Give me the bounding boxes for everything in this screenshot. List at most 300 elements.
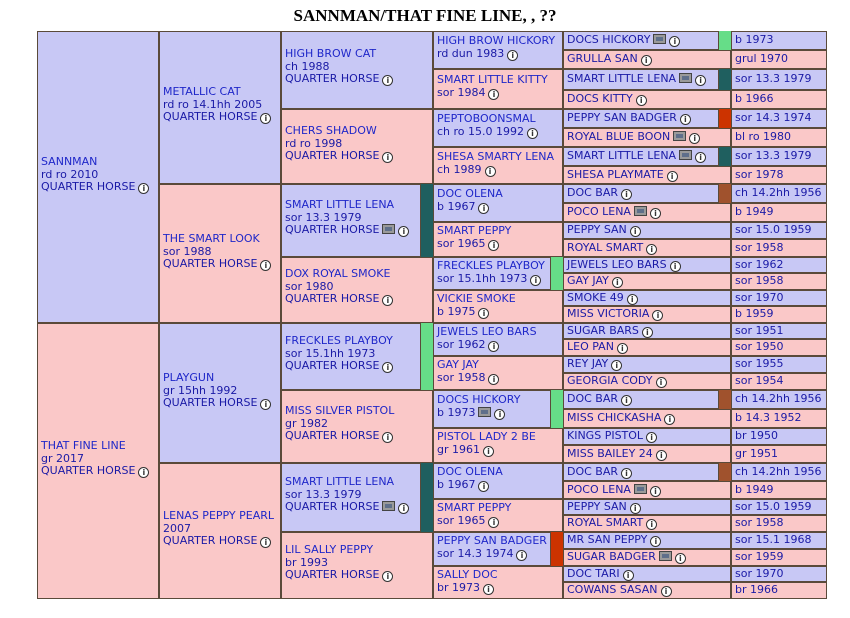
marker-bar — [551, 257, 563, 290]
info-icon[interactable]: i — [382, 152, 393, 163]
info-icon[interactable]: i — [670, 261, 681, 272]
info-icon[interactable]: i — [398, 226, 409, 237]
pedigree-info-cell — [731, 409, 827, 428]
marker-bar — [719, 69, 731, 90]
marker-bar — [421, 323, 433, 390]
info-icon[interactable]: i — [382, 295, 393, 306]
horse-name[interactable]: DOCS KITTY — [567, 92, 633, 105]
pedigree-cell-gen4[interactable] — [433, 356, 563, 390]
pedigree-info-cell — [731, 582, 827, 599]
horse-name[interactable]: THE SMART LOOK — [163, 232, 260, 245]
info-icon[interactable]: i — [494, 409, 505, 420]
pedigree-cell-gen3[interactable] — [281, 184, 421, 257]
horse-breed: QUARTER HORSE — [163, 396, 258, 409]
horse-name[interactable]: SMART LITTLE LENA — [285, 475, 395, 488]
pedigree-cell-gen5[interactable] — [563, 515, 731, 532]
pedigree-info-cell — [731, 90, 827, 109]
horse-name[interactable]: POCO LENA — [567, 205, 631, 218]
horse-breed: QUARTER HORSE — [41, 464, 136, 477]
pedigree-info-cell — [731, 166, 827, 184]
pedigree-cell-gen3[interactable] — [281, 257, 433, 323]
marker-bar — [551, 532, 563, 566]
horse-details: sor 1958 — [735, 274, 784, 287]
horse-name[interactable]: JEWELS LEO BARS — [567, 258, 667, 271]
info-icon[interactable]: i — [488, 341, 499, 352]
horse-details: sor 1965 — [437, 236, 486, 250]
pedigree-cell-gen4[interactable] — [433, 147, 563, 184]
horse-details: b 1973 — [437, 405, 476, 419]
horse-details: sor 1954 — [735, 374, 784, 387]
info-icon[interactable]: i — [621, 395, 632, 406]
horse-name[interactable]: DOC BAR — [567, 465, 619, 478]
pedigree-cell-gen4[interactable] — [433, 257, 551, 290]
pedigree-cell-gen4[interactable] — [433, 184, 563, 222]
horse-details: gr 1982 — [285, 416, 328, 430]
pedigree-info-cell — [731, 128, 827, 147]
horse-details: br 1950 — [735, 429, 778, 442]
info-icon[interactable]: i — [646, 432, 657, 443]
horse-details: sor 15.0 1959 — [735, 500, 812, 513]
info-icon[interactable]: i — [260, 537, 271, 548]
marker-bar — [551, 390, 563, 428]
info-icon[interactable]: i — [527, 128, 538, 139]
horse-breed: QUARTER HORSE — [285, 292, 380, 305]
horse-details: sor 1958 — [735, 241, 784, 254]
pedigree-cell-gen5[interactable] — [563, 290, 731, 306]
info-icon[interactable]: i — [630, 226, 641, 237]
pedigree-info-cell — [731, 532, 827, 549]
horse-details: sor 1980 — [285, 279, 334, 293]
horse-details: sor 1962 — [735, 258, 784, 271]
info-icon[interactable]: i — [642, 327, 653, 338]
horse-breed: QUARTER HORSE — [285, 429, 380, 442]
pedigree-cell-gen5[interactable] — [563, 203, 731, 222]
horse-details: ch ro 15.0 1992 — [437, 124, 525, 138]
marker-bar — [719, 109, 731, 128]
horse-name[interactable]: DOCS HICKORY — [437, 393, 521, 406]
info-icon[interactable]: i — [627, 294, 638, 305]
horse-name[interactable]: PISTOL LADY 2 BE — [437, 430, 536, 443]
pedigree-info-cell — [731, 499, 827, 515]
horse-details: sor 1970 — [735, 291, 784, 304]
horse-name[interactable]: LEO PAN — [567, 340, 614, 353]
info-icon[interactable]: i — [664, 414, 675, 425]
horse-breed: QUARTER HORSE — [285, 500, 380, 513]
pedigree-info-cell — [731, 147, 827, 166]
horse-details: b 1959 — [735, 307, 774, 320]
horse-details: ch 14.2hh 1956 — [735, 392, 822, 405]
info-icon[interactable]: i — [478, 203, 489, 214]
pedigree-info-cell — [731, 239, 827, 257]
horse-name[interactable]: SMART LITTLE KITTY — [437, 73, 548, 86]
pedigree-cell-gen5[interactable] — [563, 566, 731, 582]
horse-details: sor 1959 — [735, 550, 784, 563]
horse-details: b 1967 — [437, 199, 476, 213]
info-icon[interactable]: i — [661, 586, 672, 597]
info-icon[interactable]: i — [650, 536, 661, 547]
horse-breed: QUARTER HORSE — [285, 149, 380, 162]
pedigree-cell-gen5[interactable] — [563, 184, 719, 203]
pedigree-cell-gen4[interactable] — [433, 566, 563, 599]
horse-name[interactable]: CHERS SHADOW — [285, 124, 377, 137]
pedigree-cell-gen5[interactable] — [563, 323, 731, 339]
pedigree-cell-dam[interactable] — [37, 323, 159, 599]
horse-name[interactable]: METALLIC CAT — [163, 85, 241, 98]
info-icon[interactable]: i — [488, 240, 499, 251]
info-icon[interactable]: i — [650, 208, 661, 219]
info-icon[interactable]: i — [483, 446, 494, 457]
info-icon[interactable]: i — [485, 166, 496, 177]
horse-details: rd ro 1998 — [285, 136, 343, 150]
horse-name[interactable]: GEORGIA CODY — [567, 374, 653, 387]
pedigree-info-cell — [731, 566, 827, 582]
horse-name[interactable]: DOC TARI — [567, 567, 620, 580]
horse-name[interactable]: REY JAY — [567, 357, 609, 370]
info-icon[interactable]: i — [636, 95, 647, 106]
pedigree-cell-gen2[interactable] — [159, 184, 281, 323]
pedigree-info-cell — [731, 428, 827, 445]
pedigree-cell-gen5[interactable] — [563, 409, 731, 428]
horse-name[interactable]: HIGH BROW HICKORY — [437, 34, 556, 47]
horse-name[interactable]: SMART LITTLE LENA — [567, 149, 677, 162]
photo-icon[interactable] — [679, 73, 692, 83]
pedigree-info-cell — [731, 203, 827, 222]
pedigree-info-cell — [731, 273, 827, 290]
horse-name[interactable]: PEPPY SAN — [567, 500, 627, 513]
info-icon[interactable]: i — [646, 244, 657, 255]
info-icon[interactable]: i — [630, 503, 641, 514]
horse-name[interactable]: SHESA PLAYMATE — [567, 168, 664, 181]
pedigree-cell-gen5[interactable] — [563, 31, 719, 50]
pedigree-cell-gen5[interactable] — [563, 390, 719, 409]
info-icon[interactable]: i — [623, 570, 634, 581]
pedigree-cell-gen5[interactable] — [563, 499, 731, 515]
pedigree-cell-gen4[interactable] — [433, 428, 563, 463]
pedigree-cell-gen4[interactable] — [433, 69, 563, 109]
horse-details: sor 13.3 1979 — [285, 487, 362, 501]
horse-breed: QUARTER HORSE — [163, 110, 258, 123]
pedigree-info-cell — [731, 339, 827, 356]
pedigree-cell-gen5[interactable] — [563, 257, 731, 273]
info-icon[interactable]: i — [260, 260, 271, 271]
horse-name[interactable]: FRECKLES PLAYBOY — [437, 259, 545, 272]
pedigree-cell-gen2[interactable] — [159, 323, 281, 463]
photo-icon[interactable] — [653, 34, 666, 44]
pedigree-cell-gen3[interactable] — [281, 31, 433, 109]
horse-details: ch 1989 — [437, 162, 482, 176]
pedigree-cell-gen4[interactable] — [433, 463, 563, 499]
horse-name[interactable]: THAT FINE LINE — [41, 439, 126, 452]
pedigree-info-cell — [731, 463, 827, 481]
pedigree-info-cell — [731, 69, 827, 90]
horse-name[interactable]: DOC BAR — [567, 392, 619, 405]
horse-details: sor 14.3 1974 — [735, 111, 812, 124]
horse-name[interactable]: MISS SILVER PISTOL — [285, 404, 395, 417]
horse-breed: QUARTER HORSE — [285, 568, 380, 581]
pedigree-cell-gen5[interactable] — [563, 373, 731, 390]
horse-name[interactable]: ROYAL SMART — [567, 241, 644, 254]
pedigree-cell-gen5[interactable] — [563, 356, 731, 373]
pedigree-cell-gen3[interactable] — [281, 463, 421, 532]
info-icon[interactable]: i — [260, 399, 271, 410]
horse-name[interactable]: COWANS SASAN — [567, 583, 658, 596]
pedigree-cell-gen5[interactable] — [563, 222, 731, 239]
horse-name[interactable]: GRULLA SAN — [567, 52, 638, 65]
pedigree-cell-gen5[interactable] — [563, 273, 731, 290]
info-icon[interactable]: i — [530, 275, 541, 286]
info-icon[interactable]: i — [138, 467, 149, 478]
horse-breed: QUARTER HORSE — [41, 180, 136, 193]
pedigree-cell-gen4[interactable] — [433, 109, 563, 147]
photo-icon[interactable] — [382, 224, 395, 234]
horse-details: b 1949 — [735, 483, 774, 496]
pedigree-info-cell — [731, 390, 827, 409]
horse-name[interactable]: SHESA SMARTY LENA — [437, 150, 555, 163]
pedigree-cell-gen3[interactable] — [281, 323, 421, 390]
pedigree-cell-gen5[interactable] — [563, 128, 731, 147]
pedigree-info-cell — [731, 184, 827, 203]
photo-icon[interactable] — [679, 150, 692, 160]
horse-details: ch 14.2hh 1956 — [735, 186, 822, 199]
info-icon[interactable]: i — [516, 550, 527, 561]
info-icon[interactable]: i — [641, 55, 652, 66]
horse-details: sor 15.1 1968 — [735, 533, 812, 546]
pedigree-info-cell — [731, 31, 827, 50]
pedigree-info-cell — [731, 356, 827, 373]
pedigree-cell-gen5[interactable] — [563, 50, 731, 69]
info-icon[interactable]: i — [646, 519, 657, 530]
horse-name[interactable]: MR SAN PEPPY — [567, 533, 648, 546]
info-icon[interactable]: i — [488, 374, 499, 385]
pedigree-info-cell — [731, 515, 827, 532]
horse-name[interactable]: POCO LENA — [567, 483, 631, 496]
info-icon[interactable]: i — [507, 50, 518, 61]
pedigree-info-cell — [731, 445, 827, 463]
horse-name[interactable]: SMART PEPPY — [437, 224, 512, 237]
horse-name[interactable]: GAY JAY — [437, 358, 479, 371]
pedigree-cell-gen5[interactable] — [563, 532, 731, 549]
info-icon[interactable]: i — [483, 584, 494, 595]
horse-name[interactable]: DOC BAR — [567, 186, 619, 199]
horse-name[interactable]: DOX ROYAL SMOKE — [285, 267, 391, 280]
pedigree-info-cell — [731, 50, 827, 69]
info-icon[interactable]: i — [398, 503, 409, 514]
horse-name[interactable]: JEWELS LEO BARS — [437, 325, 537, 338]
horse-details: gr 1951 — [735, 447, 778, 460]
pedigree-cell-gen4[interactable] — [433, 290, 563, 323]
horse-name[interactable]: SMOKE 49 — [567, 291, 624, 304]
horse-name[interactable]: SMART LITTLE LENA — [567, 72, 677, 85]
pedigree-cell-gen5[interactable] — [563, 166, 731, 184]
horse-details: sor 1978 — [735, 168, 784, 181]
pedigree-cell-gen5[interactable] — [563, 463, 719, 481]
horse-name[interactable]: LIL SALLY PEPPY — [285, 543, 374, 556]
info-icon[interactable]: i — [382, 362, 393, 373]
horse-breed: QUARTER HORSE — [163, 257, 258, 270]
horse-details: ch 1988 — [285, 59, 330, 73]
horse-details: sor 15.1hh 1973 — [285, 346, 376, 360]
photo-icon[interactable] — [673, 131, 686, 141]
pedigree-cell-gen4[interactable] — [433, 499, 563, 532]
pedigree-cell-gen4[interactable] — [433, 390, 551, 428]
horse-details: sor 1984 — [437, 85, 486, 99]
info-icon[interactable]: i — [478, 308, 489, 319]
pedigree-cell-gen5[interactable] — [563, 481, 731, 499]
horse-details: bl ro 1980 — [735, 130, 792, 143]
info-icon[interactable]: i — [382, 432, 393, 443]
horse-name[interactable]: GAY JAY — [567, 274, 609, 287]
horse-name[interactable]: SUGAR BADGER — [567, 550, 656, 563]
pedigree-cell-gen5[interactable] — [563, 339, 731, 356]
pedigree-cell-gen5[interactable] — [563, 306, 731, 323]
info-icon[interactable]: i — [669, 36, 680, 47]
pedigree-cell-gen3[interactable] — [281, 109, 433, 184]
info-icon[interactable]: i — [667, 171, 678, 182]
horse-name[interactable]: MISS CHICKASHA — [567, 411, 662, 424]
horse-details: gr 1961 — [437, 442, 480, 456]
pedigree-cell-gen3[interactable] — [281, 390, 433, 463]
info-icon[interactable]: i — [612, 277, 623, 288]
marker-bar — [421, 184, 433, 257]
horse-name[interactable]: FRECKLES PLAYBOY — [285, 334, 393, 347]
info-icon[interactable]: i — [138, 183, 149, 194]
photo-icon[interactable] — [382, 501, 395, 511]
marker-bar — [719, 390, 731, 409]
pedigree-cell-gen2[interactable] — [159, 463, 281, 599]
info-icon[interactable]: i — [689, 133, 700, 144]
photo-icon[interactable] — [634, 484, 647, 494]
pedigree-info-cell — [731, 109, 827, 128]
pedigree-cell-gen4[interactable] — [433, 532, 551, 566]
horse-details: sor 13.3 1979 — [735, 149, 812, 162]
info-icon[interactable]: i — [488, 89, 499, 100]
info-icon[interactable]: i — [478, 481, 489, 492]
pedigree-info-cell — [731, 549, 827, 566]
horse-details: sor 1965 — [437, 513, 486, 527]
pedigree-cell-gen5[interactable] — [563, 69, 719, 90]
horse-details: br 1993 — [285, 555, 328, 569]
info-icon[interactable]: i — [488, 517, 499, 528]
horse-name[interactable]: ROYAL SMART — [567, 516, 644, 529]
horse-details: sor 14.3 1974 — [437, 546, 514, 560]
horse-name[interactable]: SMART PEPPY — [437, 501, 512, 514]
horse-details: sor 15.1hh 1973 — [437, 271, 528, 285]
horse-name[interactable]: MISS BAILEY 24 — [567, 447, 653, 460]
marker-bar — [719, 31, 731, 50]
horse-name[interactable]: SANNMAN — [41, 155, 98, 168]
horse-details: sor 13.3 1979 — [735, 72, 812, 85]
pedigree-cell-gen5[interactable] — [563, 239, 731, 257]
horse-details: sor 1988 — [163, 244, 212, 258]
info-icon[interactable]: i — [621, 189, 632, 200]
info-icon[interactable]: i — [611, 360, 622, 371]
pedigree-cell-gen5[interactable] — [563, 90, 731, 109]
info-icon[interactable]: i — [260, 113, 271, 124]
info-icon[interactable]: i — [652, 310, 663, 321]
horse-breed: QUARTER HORSE — [285, 359, 380, 372]
pedigree-cell-gen5[interactable] — [563, 445, 731, 463]
horse-details: sor 1962 — [437, 337, 486, 351]
horse-name[interactable]: SALLY DOC — [437, 568, 498, 581]
pedigree-cell-gen4[interactable] — [433, 31, 563, 69]
horse-name[interactable]: PEPTOBOONSMAL — [437, 112, 536, 125]
pedigree-cell-gen4[interactable] — [433, 222, 563, 257]
horse-name[interactable]: SUGAR BARS — [567, 324, 639, 337]
info-icon[interactable]: i — [382, 75, 393, 86]
horse-details: rd ro 2010 — [41, 167, 99, 181]
photo-icon[interactable] — [659, 551, 672, 561]
horse-name[interactable]: PEPPY SAN BADGER — [567, 111, 677, 124]
horse-name[interactable]: DOCS HICKORY — [567, 33, 651, 46]
info-icon[interactable]: i — [675, 553, 686, 564]
horse-name[interactable]: PEPPY SAN BADGER — [437, 534, 547, 547]
pedigree-cell-gen2[interactable] — [159, 31, 281, 184]
photo-icon[interactable] — [634, 206, 647, 216]
horse-details: sor 1958 — [437, 370, 486, 384]
horse-name[interactable]: MISS VICTORIA — [567, 307, 650, 320]
horse-details: b 1975 — [437, 304, 476, 318]
horse-name[interactable]: VICKIE SMOKE — [437, 292, 516, 305]
pedigree-cell-gen5[interactable] — [563, 147, 719, 166]
pedigree-cell-gen5[interactable] — [563, 109, 719, 128]
info-icon[interactable]: i — [650, 486, 661, 497]
horse-name[interactable]: LENAS PEPPY PEARL — [163, 509, 275, 522]
horse-breed: QUARTER HORSE — [285, 223, 380, 236]
horse-name[interactable]: PEPPY SAN — [567, 223, 627, 236]
pedigree-cell-sire[interactable] — [37, 31, 159, 323]
horse-details: rd ro 14.1hh 2005 — [163, 97, 263, 111]
horse-details: sor 1970 — [735, 567, 784, 580]
pedigree-cell-gen5[interactable] — [563, 582, 731, 599]
horse-details: ch 14.2hh 1956 — [735, 465, 822, 478]
horse-name[interactable]: HIGH BROW CAT — [285, 47, 377, 60]
pedigree-cell-gen5[interactable] — [563, 549, 731, 566]
info-icon[interactable]: i — [680, 114, 691, 125]
info-icon[interactable]: i — [656, 377, 667, 388]
horse-details: sor 15.0 1959 — [735, 223, 812, 236]
horse-details: b 1949 — [735, 205, 774, 218]
horse-details: br 1966 — [735, 583, 778, 596]
pedigree-cell-gen4[interactable] — [433, 323, 563, 356]
horse-name[interactable]: PLAYGUN — [163, 371, 215, 384]
horse-name[interactable]: SMART LITTLE LENA — [285, 198, 395, 211]
horse-details: 2007 — [163, 521, 191, 535]
pedigree-cell-gen3[interactable] — [281, 532, 433, 599]
pedigree-info-cell — [731, 306, 827, 323]
horse-details: gr 15hh 1992 — [163, 383, 238, 397]
info-icon[interactable]: i — [695, 75, 706, 86]
info-icon[interactable]: i — [382, 571, 393, 582]
photo-icon[interactable] — [478, 407, 491, 417]
info-icon[interactable]: i — [695, 152, 706, 163]
marker-bar — [719, 184, 731, 203]
pedigree-info-cell — [731, 481, 827, 499]
horse-details: b 14.3 1952 — [735, 411, 802, 424]
horse-name[interactable]: KINGS PISTOL — [567, 429, 644, 442]
horse-name[interactable]: DOC OLENA — [437, 187, 503, 200]
pedigree-info-cell — [731, 373, 827, 390]
horse-name[interactable]: ROYAL BLUE BOON — [567, 130, 671, 143]
horse-details: gr 2017 — [41, 451, 84, 465]
info-icon[interactable]: i — [656, 450, 667, 461]
horse-details: sor 1950 — [735, 340, 784, 353]
info-icon[interactable]: i — [617, 343, 628, 354]
info-icon[interactable]: i — [621, 468, 632, 479]
horse-name[interactable]: DOC OLENA — [437, 465, 503, 478]
pedigree-cell-gen5[interactable] — [563, 428, 731, 445]
pedigree-info-cell — [731, 323, 827, 339]
horse-details: sor 1955 — [735, 357, 784, 370]
